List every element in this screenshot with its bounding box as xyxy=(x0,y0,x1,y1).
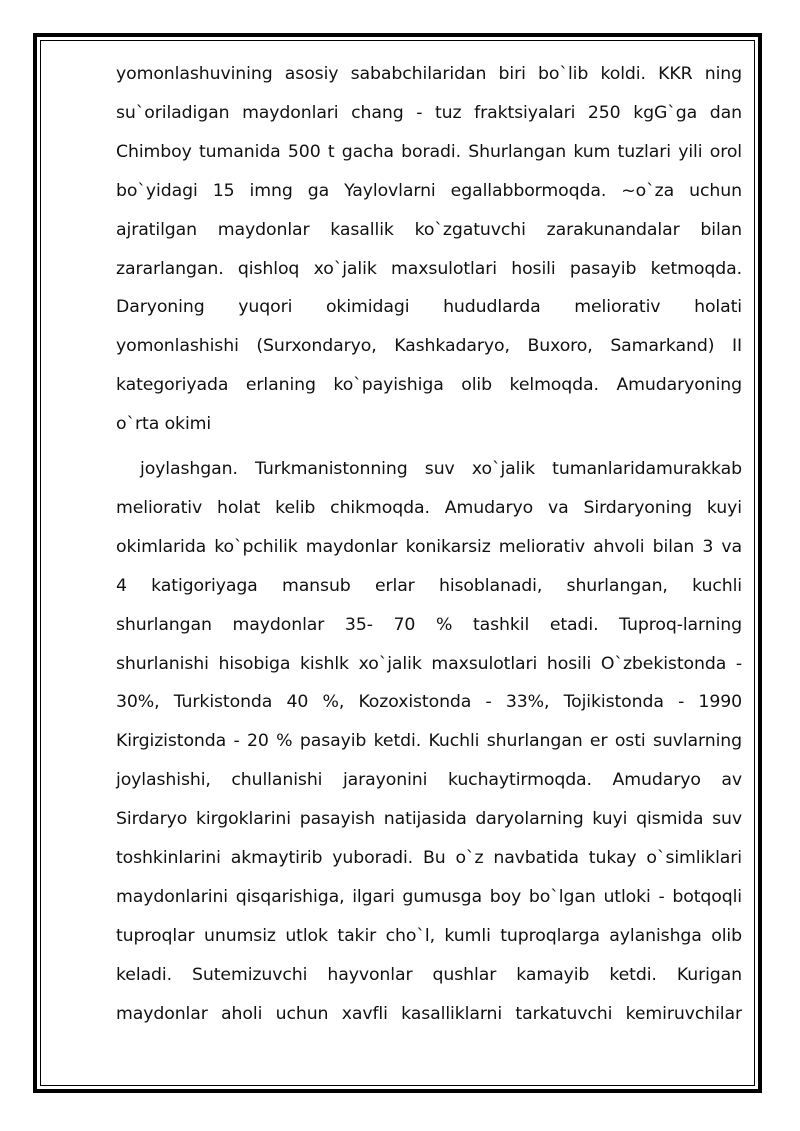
text-line: Kirgizistonda - 20 % pasayib ketdi. Kuchli shurlangan er osti suvlarning xyxy=(116,731,742,752)
text-line: joylashgan. Turkmanistonning suv xo`jalik tumanlaridamurakkab xyxy=(140,459,742,479)
text-line: yomonlashishi (Surxondaryo, Kashkadaryo, Buxoro, Samarkand) II xyxy=(116,336,742,357)
text-line: tuproqlar unumsiz utlok takir cho`l, kumli tuproqlarga aylanishga olib xyxy=(116,925,742,946)
text-line: su`oriladigan maydonlari chang - tuz fraktsiyalari 250 kgG`ga dan xyxy=(116,102,742,123)
text-line: shurlangan maydonlar 35- 70 % tashkil etadi. Tuproq-larning xyxy=(116,614,742,635)
text-line: 4 katigoriyaga mansub erlar hisoblanadi, shurlangan, kuchli xyxy=(116,575,742,596)
text-line: joylashishi, chullanishi jarayonini kuchaytirmoqda. Amudaryo av xyxy=(116,770,742,791)
text-line: kategoriyada erlaning ko`payishiga olib kelmoqda. Amudaryoning xyxy=(116,375,742,396)
text-line: okimlarida ko`pchilik maydonlar konikarsiz meliorativ ahvoli bilan 3 va xyxy=(116,536,742,557)
text-line: o`rta okimi xyxy=(116,414,212,435)
text-line: bo`yidagi 15 imng ga Yaylovlarni egallabbormoqda. ~o`za uchun xyxy=(116,180,742,201)
text-line: yomonlashuvining asosiy sababchilaridan biri bo`lib koldi. KKR ning xyxy=(116,64,742,84)
text-line: keladi. Sutemizuvchi hayvonlar qushlar kamayib ketdi. Kurigan xyxy=(116,964,742,985)
paragraph-1 xyxy=(116,55,742,444)
paragraph-2 xyxy=(116,450,742,1034)
text-line: Sirdaryo kirgoklarini pasayish natijasida daryolarning kuyi qismida suv xyxy=(116,809,742,830)
text-line: Chimboy tumanida 500 t gacha boradi. Shurlangan kum tuzlari yili orol xyxy=(116,141,742,162)
text-line: 30%, Turkistonda 40 %, Kozoxistonda - 33%, Tojikistonda - 1990 xyxy=(116,692,742,713)
text-line: meliorativ holat kelib chikmoqda. Amudaryo va Sirdaryoning kuyi xyxy=(116,497,742,518)
text-line: maydonlarini qisqarishiga, ilgari gumusga boy bo`lgan utloki - botqoqli xyxy=(116,886,742,907)
text-line: toshkinlarini akmaytirib yuboradi. Bu o`z navbatida tukay o`simliklari xyxy=(116,848,742,869)
text-line: ajratilgan maydonlar kasallik ko`zgatuvchi zarakunandalar bilan xyxy=(116,219,742,240)
text-line: zararlangan. qishloq xo`jalik maxsulotlari hosili pasayib ketmoqda. xyxy=(116,258,742,279)
text-line: maydonlar aholi uchun xavfli kasalliklarni tarkatuvchi kemiruvchilar xyxy=(116,1003,742,1024)
text-line: shurlanishi hisobiga kishlk xo`jalik maxsulotlari hosili O`zbekistonda - xyxy=(116,653,742,674)
text-line: Daryoning yuqori okimidagi hududlarda meliorativ holati xyxy=(116,297,742,318)
